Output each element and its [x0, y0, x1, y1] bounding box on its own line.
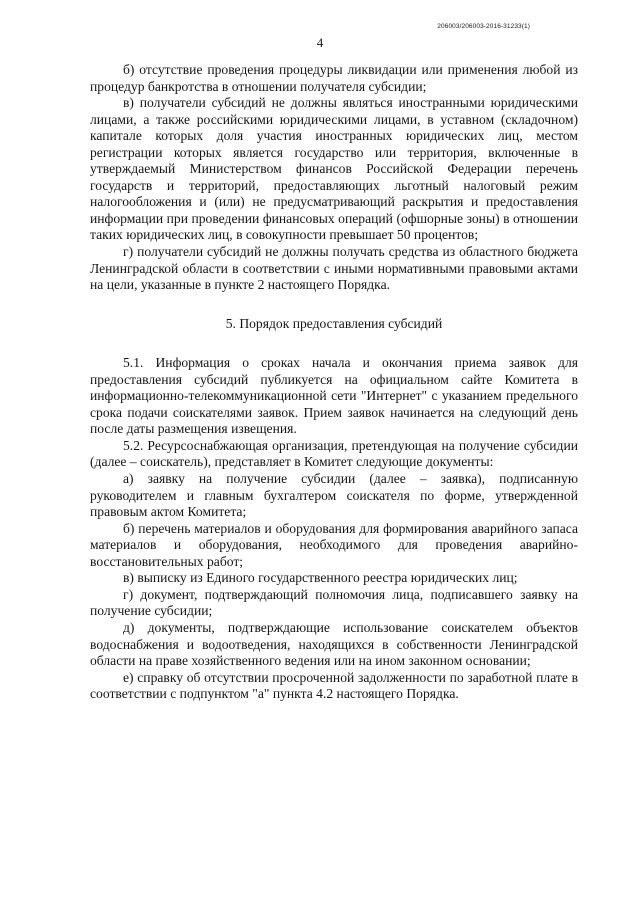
section-heading: 5. Порядок предоставления субсидий [225, 315, 443, 331]
list-item-g: г) документ, подтверждающий полномочия лица, подписавшего заявку на получение субсидии; [90, 586, 578, 619]
paragraph-subsection-v: в) получатели субсидий не должны являться иностранными юридическими лицами, а также российскими юридическими лицами, в уставном (складочном) капитале которых доля участия иностранных юридических лиц, местом регистрации которых является государство или территория, включенные в утверждаемый Министерством финансов Российской Федерации перечень государств и территорий, предоставляющих льготный налоговый режим налогообложения и (или) не предусматривающий раскрытия и предоставления информации при проведении финансовых операций (офшорные зоны) в отношении таких юридических лиц, в совокупности превышает 50 процентов; [90, 95, 578, 243]
list-item-e: е) справку об отсутствии просроченной задолженности по заработной плате в соответствии с подпунктом "а" пункта 4.2 настоящего Порядка. [90, 669, 578, 702]
paragraph-subsection-b: б) отсутствие проведения процедуры ликвидации или применения любой из процедур банкротства в отношении получателя субсидии; [90, 62, 578, 94]
list-item-d: д) документы, подтверждающие использование соискателем объектов водоснабжения и водоотведения, находящихся в собственности Ленинградской области на праве хозяйственного ведения или на ином законном основании; [90, 619, 578, 669]
page-number: 4 [316, 35, 324, 50]
document-body [90, 62, 578, 703]
paragraph-5-2: 5.2. Ресурсоснабжающая организация, претендующая на получение субсидии (далее – соискатель), представляет в Комитет следующие документы: [90, 437, 578, 470]
list-item-a: а) заявку на получение субсидии (далее – заявка), подписанную руководителем и главным бухгалтером соискателя по форме, утвержденной правовым актом Комитета; [90, 471, 578, 520]
paragraph-subsection-g: г) получатели субсидий не должны получать средства из областного бюджета Ленинградской области в соответствии с иными нормативными правовыми актами на цели, указанные в пункте 2 настоящего Порядка. [90, 244, 578, 293]
list-item-v: в) выписку из Единого государственного реестра юридических лиц; [123, 570, 518, 586]
paragraph-5-1: 5.1. Информация о сроках начала и окончания приема заявок для предоставления субсидий публикуется на официальном сайте Комитета в информационно-телекоммуникационной сети "Интернет" с указанием предельного срока подачи соискателями заявок. Прием заявок начинается на следующий день после даты размещения извещения. [90, 355, 578, 437]
list-item-b: б) перечень материалов и оборудования для формирования аварийного запаса материалов и оборудования, необходимого для проведения аварийно-восстановительных работ; [90, 520, 578, 569]
document-registration-number: 206003/206003-2016-31233(1) [437, 23, 530, 30]
